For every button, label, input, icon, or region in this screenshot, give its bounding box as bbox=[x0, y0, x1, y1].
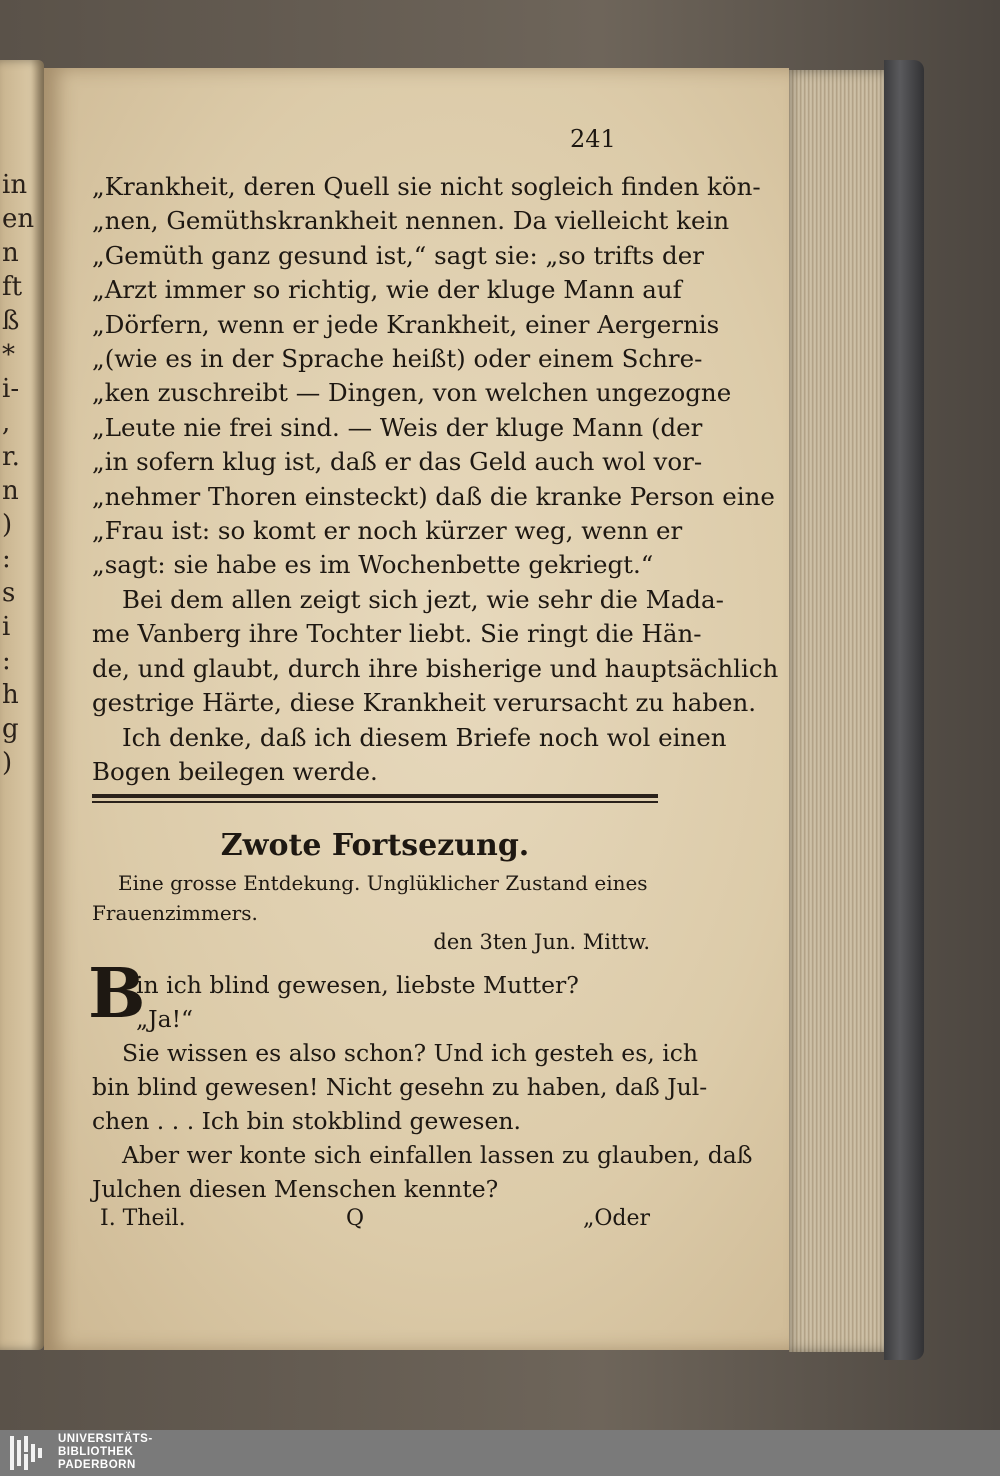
text-line: „ken zuschreibt — Dingen, von welchen ungezogne bbox=[92, 378, 732, 408]
previous-page-fragment: n bbox=[2, 238, 19, 268]
letter-line: chen . . . Ich bin stokblind gewesen. bbox=[92, 1107, 522, 1135]
section-summary bbox=[92, 868, 658, 928]
letter-line: in ich blind gewesen, liebste Mutter? bbox=[136, 971, 579, 999]
letter-line: „Ja!“ bbox=[136, 1005, 194, 1033]
previous-page-edge bbox=[0, 60, 44, 1350]
previous-page-fragment: g bbox=[2, 714, 19, 744]
text-line: „nen, Gemüthskrankheit nennen. Da vielleicht kein bbox=[92, 206, 730, 236]
book-cover-edge bbox=[884, 60, 924, 1360]
letter-text bbox=[92, 968, 753, 1206]
library-label-line1: UNIVERSITÄTS- bbox=[58, 1433, 153, 1445]
library-logo-icon bbox=[10, 1436, 46, 1470]
text-line: „in sofern klug ist, daß er das Geld auch wol vor- bbox=[92, 447, 703, 477]
previous-page-fragment: i bbox=[2, 612, 11, 642]
drop-cap: B bbox=[88, 954, 146, 1034]
body-text bbox=[92, 170, 779, 789]
previous-page-fragment: ) bbox=[2, 748, 13, 778]
previous-page-fragment: * bbox=[2, 340, 15, 370]
text-line: „sagt: sie habe es im Wochenbette gekriegt.“ bbox=[92, 550, 654, 580]
library-label bbox=[58, 1433, 153, 1472]
summary-line: Frauenzimmers. bbox=[92, 901, 258, 925]
previous-page-fragment: ß bbox=[2, 306, 20, 336]
signature-label: I. Theil. bbox=[100, 1206, 186, 1231]
page-number: 241 bbox=[570, 125, 616, 153]
previous-page-fragment: : bbox=[2, 646, 11, 676]
text-line: Ich denke, daß ich diesem Briefe noch wol einen bbox=[122, 722, 727, 752]
previous-page-fragment: h bbox=[2, 680, 19, 710]
page-block-edge bbox=[789, 70, 889, 1352]
previous-page-fragment: en bbox=[2, 204, 35, 234]
text-line: „nehmer Thoren einsteckt) daß die kranke Person eine bbox=[92, 481, 775, 511]
previous-page-fragment: , bbox=[2, 408, 11, 438]
text-line: „(wie es in der Sprache heißt) oder einem Schre- bbox=[92, 344, 703, 374]
text-line: de, und glaubt, durch ihre bisherige und hauptsächlich bbox=[92, 653, 779, 683]
text-line: „Leute nie frei sind. — Weis der kluge Mann (der bbox=[92, 412, 703, 442]
section-heading: Zwote Fortsezung. bbox=[220, 828, 530, 863]
previous-page-fragment: ) bbox=[2, 510, 13, 540]
text-line: Bei dem allen zeigt sich jezt, wie sehr die Mada- bbox=[122, 584, 724, 614]
library-label-line3: PADERBORN bbox=[58, 1459, 136, 1471]
letter-line: Julchen diesen Menschen kennte? bbox=[92, 1175, 499, 1203]
text-line: „Dörfern, wenn er jede Krankheit, einer Aergernis bbox=[92, 309, 720, 339]
previous-page-fragment: : bbox=[2, 544, 11, 574]
text-line: gestrige Härte, diese Krankheit verursacht zu haben. bbox=[92, 688, 757, 718]
text-line: „Arzt immer so richtig, wie der kluge Mann auf bbox=[92, 275, 682, 305]
text-line: „Gemüth ganz gesund ist,“ sagt sie: „so trifts der bbox=[92, 240, 704, 270]
text-line: Bogen beilegen werde. bbox=[92, 756, 378, 786]
text-line: me Vanberg ihre Tochter liebt. Sie ringt die Hän- bbox=[92, 619, 702, 649]
section-rule-thick bbox=[92, 794, 658, 798]
section-rule-thin bbox=[92, 801, 658, 803]
letter-line: Aber wer konte sich einfallen lassen zu glauben, daß bbox=[122, 1141, 753, 1169]
previous-page-fragment: in bbox=[2, 170, 28, 200]
previous-page-fragment: n bbox=[2, 476, 19, 506]
text-line: „Frau ist: so komt er noch kürzer weg, wenn er bbox=[92, 516, 683, 546]
previous-page-fragment: i- bbox=[2, 374, 20, 404]
signature-mark: Q bbox=[346, 1206, 365, 1231]
summary-line: Eine grosse Entdekung. Unglüklicher Zustand eines bbox=[118, 871, 648, 895]
previous-page-fragment: s bbox=[2, 578, 16, 608]
text-line: „Krankheit, deren Quell sie nicht sogleich finden kön- bbox=[92, 172, 761, 201]
letter-dateline: den 3ten Jun. Mittw. bbox=[433, 930, 650, 954]
letter-line: Sie wissen es also schon? Und ich gesteh es, ich bbox=[122, 1039, 699, 1067]
catchword: „Oder bbox=[582, 1206, 650, 1231]
previous-page-fragment: r. bbox=[2, 442, 20, 472]
previous-page-fragment: ft bbox=[2, 272, 23, 302]
library-label-line2: BIBLIOTHEK bbox=[58, 1446, 134, 1458]
letter-line: bin blind gewesen! Nicht gesehn zu haben, daß Jul- bbox=[92, 1073, 708, 1101]
